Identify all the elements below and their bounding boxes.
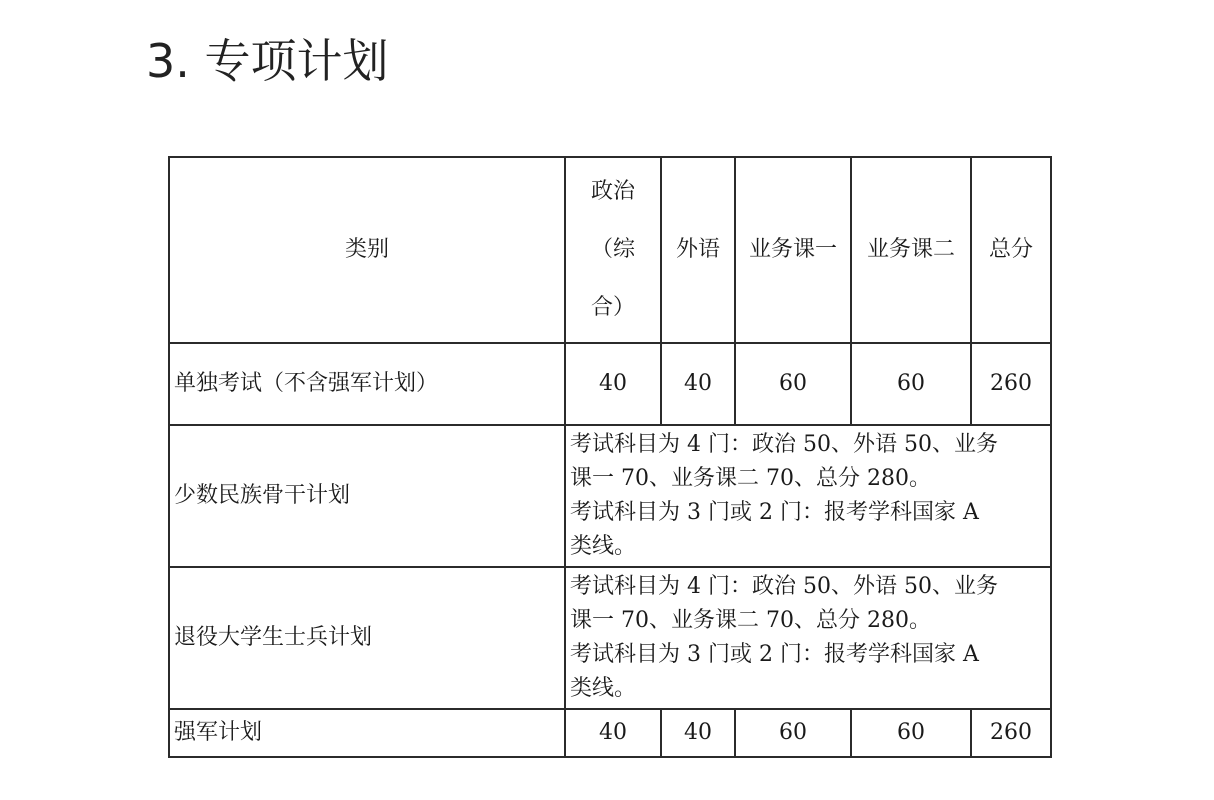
cell-note [565, 425, 1051, 567]
note-line: 类线。 [570, 676, 637, 701]
cell-course2: 60 [851, 709, 971, 757]
table-row [169, 709, 1051, 757]
header-politics-line2: （综 [590, 237, 635, 262]
note-line: 课一 70、业务课二 70、总分 280。 [570, 466, 931, 491]
note-line: 课一 70、业务课二 70、总分 280。 [570, 608, 931, 633]
row-category: 少数民族骨干计划 [169, 425, 565, 567]
row-category: 强军计划 [169, 709, 565, 757]
header-category-label: 类别 [344, 237, 389, 262]
header-politics-line3: 合） [590, 295, 635, 320]
header-politics-line1: 政治 [590, 179, 635, 204]
cell-foreign: 40 [661, 343, 735, 425]
header-category [169, 157, 565, 343]
note-line: 类线。 [570, 534, 637, 559]
header-total-label: 总分 [988, 237, 1033, 262]
header-politics [565, 157, 661, 343]
note-line: 考试科目为 4 门：政治 50、外语 50、业务 [570, 574, 998, 599]
cell-course1: 60 [735, 709, 851, 757]
header-course2 [851, 157, 971, 343]
cell-foreign: 40 [661, 709, 735, 757]
header-foreign-label: 外语 [675, 237, 720, 262]
cell-course2: 60 [851, 343, 971, 425]
cell-total: 260 [971, 709, 1051, 757]
row-category: 单独考试（不含强军计划） [169, 343, 565, 425]
header-foreign [661, 157, 735, 343]
section-heading: 3. 专项计划 [146, 34, 389, 88]
table-row [169, 343, 1051, 425]
note-line: 考试科目为 3 门或 2 门：报考学科国家 A [570, 642, 979, 667]
row-category: 退役大学生士兵计划 [169, 567, 565, 709]
header-total [971, 157, 1051, 343]
cell-note [565, 567, 1051, 709]
cell-course1: 60 [735, 343, 851, 425]
table-row [169, 567, 1051, 709]
score-table [168, 156, 1052, 758]
header-course1-label: 业务课一 [748, 237, 837, 262]
cell-politics: 40 [565, 709, 661, 757]
table-header-row [169, 157, 1051, 343]
note-line: 考试科目为 3 门或 2 门：报考学科国家 A [570, 500, 979, 525]
note-line: 考试科目为 4 门：政治 50、外语 50、业务 [570, 432, 998, 457]
header-course2-label: 业务课二 [866, 237, 955, 262]
cell-politics: 40 [565, 343, 661, 425]
table-row [169, 425, 1051, 567]
header-course1 [735, 157, 851, 343]
cell-total: 260 [971, 343, 1051, 425]
